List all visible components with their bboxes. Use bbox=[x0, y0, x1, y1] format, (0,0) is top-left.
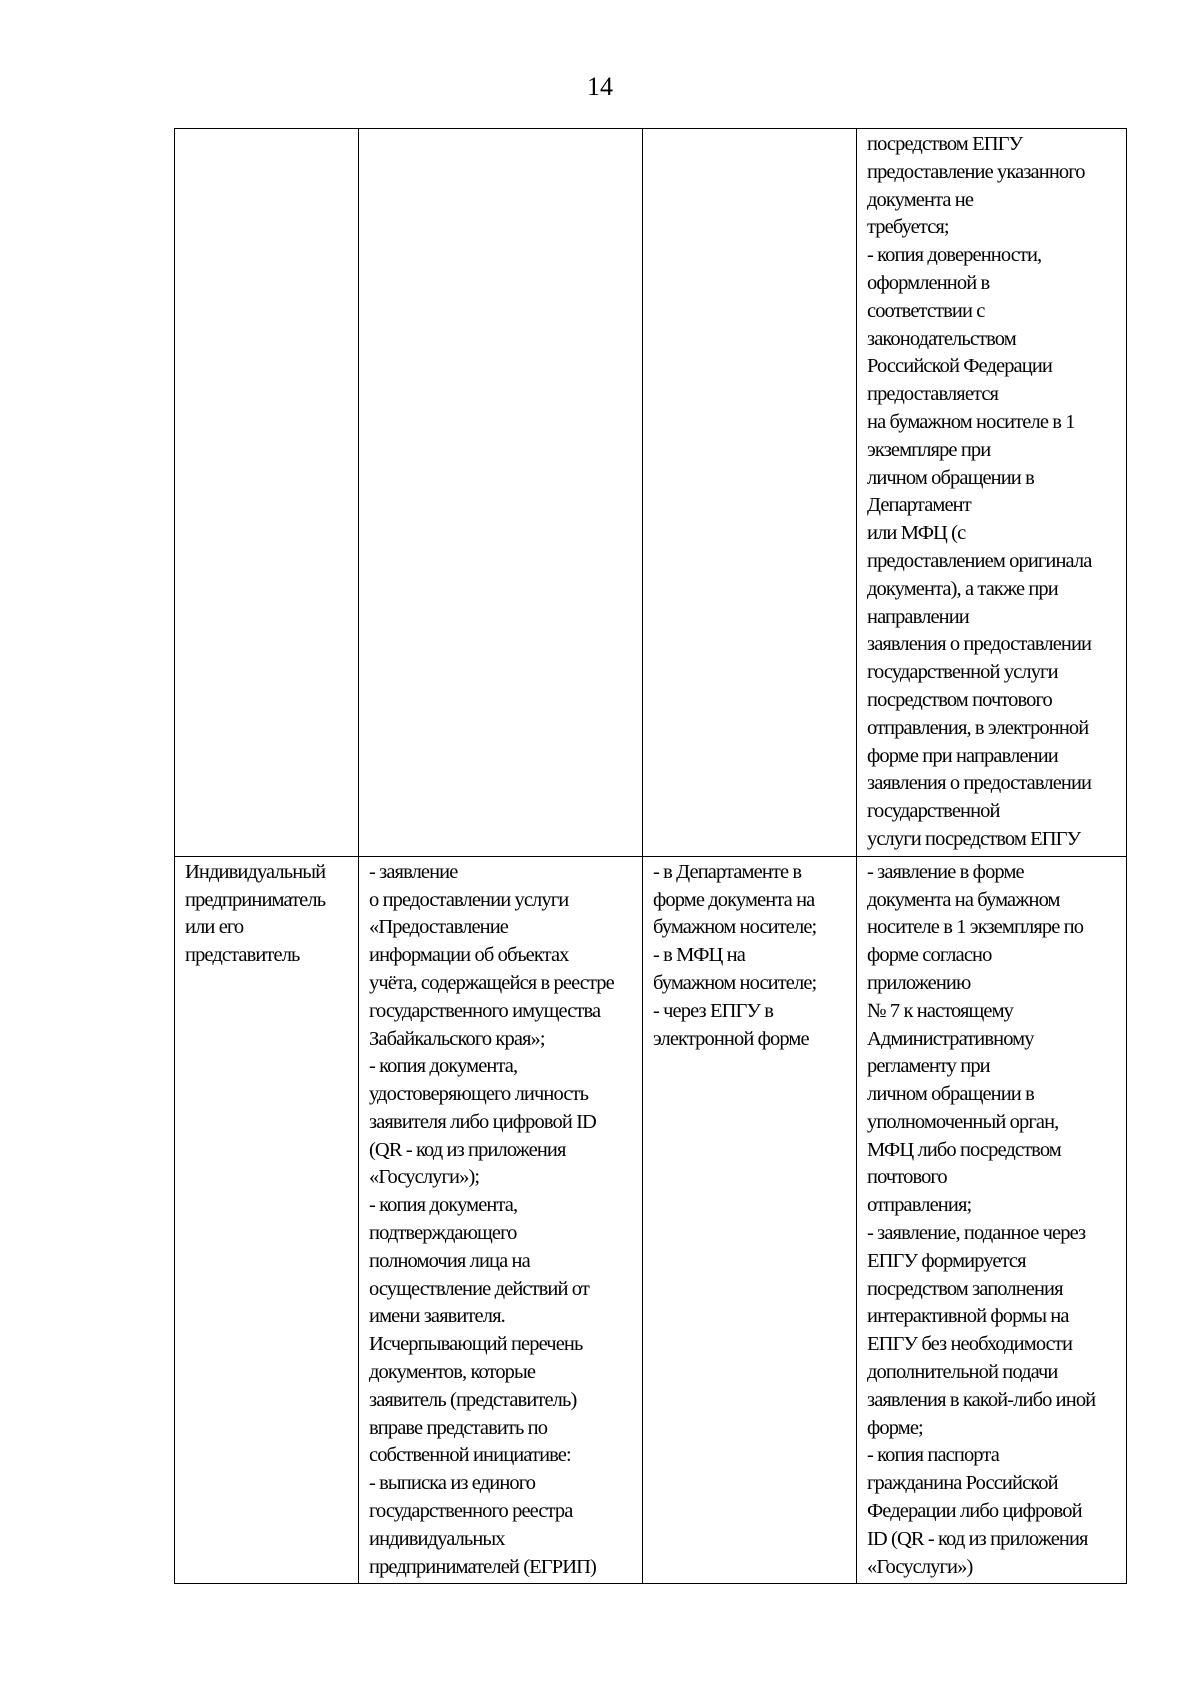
cell-text-line: удостоверяющего личность bbox=[369, 1083, 589, 1106]
cell-text-line: посредством заполнения bbox=[867, 1277, 1063, 1300]
cell-text-line: подтверждающего bbox=[369, 1222, 517, 1245]
documents-cell bbox=[359, 129, 643, 857]
cell-text-line: Административному bbox=[867, 1027, 1034, 1050]
page-number: 14 bbox=[587, 72, 613, 101]
cell-text-line: Забайкальского края»; bbox=[369, 1027, 545, 1050]
cell-text-line: форме; bbox=[867, 1416, 923, 1439]
cell-text-line: документа не bbox=[867, 188, 974, 211]
cell-text-line: уполномоченный орган, bbox=[867, 1110, 1059, 1133]
cell-text-line: государственной bbox=[867, 800, 1000, 823]
cell-text-line: Федерации либо цифровой bbox=[867, 1500, 1082, 1523]
cell-text-line: государственного реестра bbox=[369, 1500, 573, 1523]
cell-text-line: «Госуслуги») bbox=[867, 1555, 973, 1578]
cell-text-line: посредством ЕПГУ bbox=[867, 133, 1023, 155]
cell-text-line: бумажном носителе; bbox=[653, 916, 817, 939]
cell-text-line: отправления, в электронной bbox=[867, 716, 1089, 739]
cell-text-line: ЕПГУ формируется bbox=[867, 1249, 1026, 1272]
cell-text-line: предпринимателей (ЕГРИП) bbox=[369, 1555, 596, 1578]
cell-text-line: приложению bbox=[867, 971, 971, 994]
cell-text-line: документа на бумажном bbox=[867, 888, 1060, 911]
cell-text-line: ID (QR - код из приложения bbox=[867, 1527, 1088, 1550]
cell-text-line: документа), а также при bbox=[867, 577, 1058, 600]
cell-text-line: предоставление указанного bbox=[867, 160, 1085, 183]
documents-cell bbox=[359, 856, 643, 1584]
cell-text-line: вправе представить по bbox=[369, 1416, 548, 1439]
cell-text-line: или его bbox=[185, 916, 244, 939]
cell-text-line: Индивидуальный bbox=[185, 860, 326, 883]
cell-text-line: предоставляется bbox=[867, 383, 999, 406]
cell-text-line: - заявление, поданное через bbox=[867, 1222, 1086, 1245]
requirements-table bbox=[174, 128, 1127, 1584]
table-row bbox=[175, 856, 1127, 1584]
cell-text-line: оформленной в bbox=[867, 271, 990, 294]
cell-text-line: заявителя либо цифровой ID bbox=[369, 1110, 596, 1133]
cell-text-line: соответствии с bbox=[867, 299, 985, 322]
cell-text-line: «Предоставление bbox=[369, 916, 509, 939]
cell-text-line: посредством почтового bbox=[867, 688, 1052, 711]
cell-text-line: - через ЕПГУ в bbox=[653, 999, 774, 1022]
cell-text-line: документов, которые bbox=[369, 1361, 536, 1384]
cell-text-line: - копия паспорта bbox=[867, 1444, 999, 1467]
cell-text-line: личном обращении в bbox=[867, 466, 1034, 489]
cell-text-line: электронной форме bbox=[653, 1027, 809, 1050]
cell-text-line: законодательством bbox=[867, 327, 1016, 350]
cell-text-line: предоставлением оригинала bbox=[867, 549, 1092, 572]
cell-text-line: гражданина Российской bbox=[867, 1472, 1058, 1495]
cell-text-line: Исчерпывающий перечень bbox=[369, 1333, 583, 1356]
cell-text-line: государственной услуги bbox=[867, 661, 1058, 684]
cell-text-line: на бумажном носителе в 1 bbox=[867, 410, 1075, 433]
cell-text-line: «Госуслуги»); bbox=[369, 1166, 480, 1189]
cell-text-line: интерактивной формы на bbox=[867, 1305, 1069, 1328]
cell-text-line: ЕПГУ без необходимости bbox=[867, 1333, 1073, 1356]
cell-text-line: - в МФЦ на bbox=[653, 944, 745, 967]
applicant-cell bbox=[175, 129, 359, 857]
cell-text-line: отправления; bbox=[867, 1194, 972, 1217]
cell-text-line: - копия документа, bbox=[369, 1055, 518, 1078]
cell-text-line: учёта, содержащейся в реестре bbox=[369, 971, 614, 994]
cell-text-line: предприниматель bbox=[185, 888, 326, 911]
table-row bbox=[175, 129, 1127, 857]
cell-text-line: заявления в какой-либо иной bbox=[867, 1388, 1096, 1411]
cell-text-line: услуги посредством ЕПГУ bbox=[867, 827, 1081, 850]
cell-text-line: индивидуальных bbox=[369, 1527, 505, 1550]
cell-text-line: осуществление действий от bbox=[369, 1277, 589, 1300]
cell-text-line: имени заявителя. bbox=[369, 1305, 505, 1328]
requirements-cell bbox=[857, 129, 1127, 857]
cell-text-line: требуется; bbox=[867, 216, 949, 239]
cell-text-line: экземпляре при bbox=[867, 438, 991, 461]
cell-text-line: - заявление bbox=[369, 860, 458, 883]
cell-text-line: дополнительной подачи bbox=[867, 1361, 1058, 1384]
cell-text-line: собственной инициативе: bbox=[369, 1444, 571, 1467]
cell-text-line: регламенту при bbox=[867, 1055, 990, 1078]
cell-text-line: (QR - код из приложения bbox=[369, 1138, 566, 1161]
cell-text-line: носителе в 1 экземпляре по bbox=[867, 916, 1084, 939]
cell-text-line: личном обращении в bbox=[867, 1083, 1034, 1106]
cell-text-line: - заявление в форме bbox=[867, 860, 1024, 883]
cell-text-line: - копия доверенности, bbox=[867, 244, 1042, 267]
cell-text-line: направлении bbox=[867, 605, 969, 628]
cell-text-line: представитель bbox=[185, 944, 300, 967]
submission-method-cell bbox=[643, 856, 857, 1584]
cell-text-line: форме при направлении bbox=[867, 744, 1058, 767]
cell-text-line: Российской Федерации bbox=[867, 355, 1052, 378]
cell-text-line: государственного имущества bbox=[369, 999, 601, 1022]
cell-text-line: форме документа на bbox=[653, 888, 815, 911]
cell-text-line: о предоставлении услуги bbox=[369, 888, 569, 911]
submission-method-cell bbox=[643, 129, 857, 857]
cell-text-line: - копия документа, bbox=[369, 1194, 518, 1217]
requirements-cell bbox=[857, 856, 1127, 1584]
cell-text-line: - выписка из единого bbox=[369, 1472, 536, 1495]
cell-text-line: заявления о предоставлении bbox=[867, 772, 1092, 795]
cell-text-line: - в Департаменте в bbox=[653, 860, 802, 883]
cell-text-line: почтового bbox=[867, 1166, 947, 1189]
cell-text-line: полномочия лица на bbox=[369, 1249, 530, 1272]
cell-text-line: информации об объектах bbox=[369, 944, 569, 967]
cell-text-line: № 7 к настоящему bbox=[867, 999, 1013, 1022]
applicant-cell bbox=[175, 856, 359, 1584]
cell-text-line: бумажном носителе; bbox=[653, 971, 817, 994]
cell-text-line: МФЦ либо посредством bbox=[867, 1138, 1061, 1161]
cell-text-line: Департамент bbox=[867, 494, 971, 517]
cell-text-line: заявления о предоставлении bbox=[867, 633, 1092, 656]
cell-text-line: заявитель (представитель) bbox=[369, 1388, 577, 1411]
cell-text-line: форме согласно bbox=[867, 944, 992, 967]
cell-text-line: или МФЦ (с bbox=[867, 522, 966, 545]
